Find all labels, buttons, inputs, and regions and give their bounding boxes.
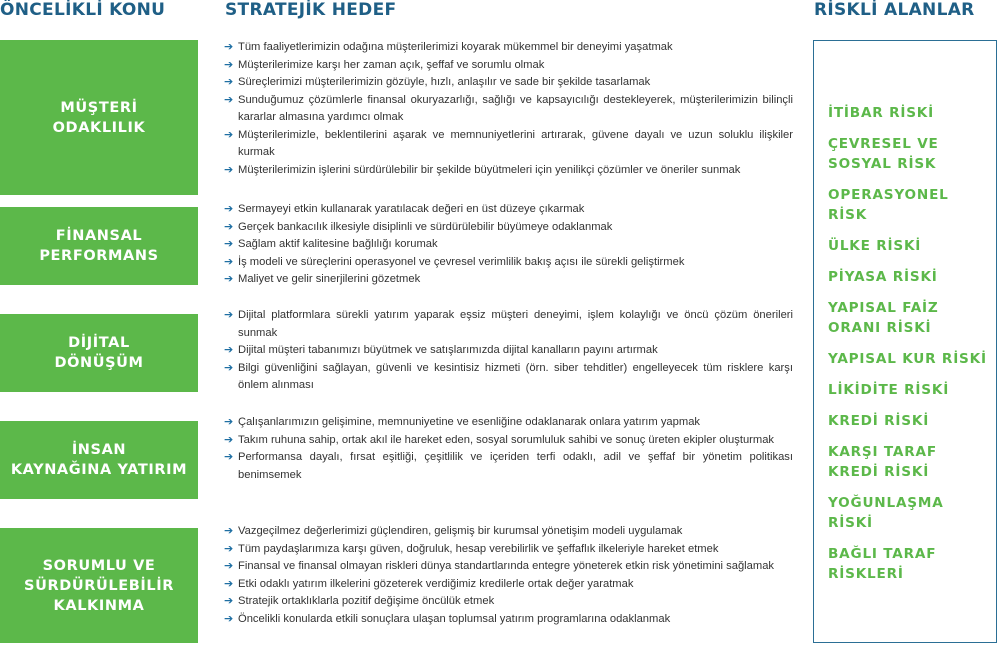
goal-item: ➔ Müşterilerimizin işlerini sürdürülebilir bir şekilde büyütmeleri için yenilikçi çözümler ve öneriler sunmak <box>224 162 793 180</box>
risk-item: YAPISAL KUR RİSKİ <box>828 351 987 367</box>
goal-item: ➔ Maliyet ve gelir sinerjilerini gözetmek <box>224 271 793 289</box>
goal-item: ➔ Sunduğumuz çözümlerle finansal okuryazarlığı, sağlığı ve kapsayıcılığı destekleyerek, müşterilerimizin bilinçli kararlar almasına yardımcı olmak <box>224 93 793 123</box>
risk-item: LİKİDİTE RİSKİ <box>828 382 950 398</box>
priority-box-customer-focus <box>0 40 198 195</box>
goal-item: ➔ Performansa dayalı, fırsat eşitliği, çeşitlilik ve içeriden terfi odaklı, adil ve şeffaf bir yönetim politikası benimsemek <box>224 451 793 481</box>
priority-box-financial-performance <box>0 207 198 285</box>
goal-item: ➔ Müşterilerimizle, beklentilerini aşarak ve memnuniyetlerini artırarak, güvene dayalı ve uzun soluklu ilişkiler kurmak <box>224 128 793 158</box>
arrow-icon: ➔ <box>224 76 234 88</box>
risk-item: PİYASA RİSKİ <box>828 269 938 285</box>
goal-item: ➔ Süreçlerimizi müşterilerimizin gözüyle, hızlı, anlaşılır ve sade bir şekilde tasarlamak <box>224 74 793 92</box>
goal-item: ➔ Dijital müşteri tabanımızı büyütmek ve satışlarımızda dijital kanalların payını artırmak <box>224 342 793 360</box>
priority-label: MÜŞTERİ ODAKLILIK <box>52 99 146 136</box>
arrow-icon: ➔ <box>224 203 234 215</box>
goal-item: ➔ Çalışanlarımızın gelişimine, memnuniyetine ve esenliğine odaklanarak onlara yatırım yapmak <box>224 414 793 432</box>
goal-item: ➔ Tüm paydaşlarımıza karşı güven, doğruluk, hesap verebilirlik ve şeffaflık ilkeleriyle hareket etmek <box>224 541 793 559</box>
arrow-icon: ➔ <box>224 273 234 285</box>
arrow-icon: ➔ <box>224 58 234 71</box>
risk-item: KREDİ RİSKİ <box>828 413 930 429</box>
arrow-icon: ➔ <box>224 542 234 555</box>
risk-item: YAPISAL FAİZ ORANI RİSKİ <box>828 300 939 336</box>
risk-item: ÇEVRESEL VE SOSYAL RİSK <box>828 136 939 172</box>
arrow-icon: ➔ <box>224 560 234 572</box>
risk-item: KARŞI TARAF KREDİ RİSKİ <box>828 444 937 480</box>
arrow-icon: ➔ <box>224 41 234 53</box>
goal-item: ➔ Sermayeyi etkin kullanarak yaratılacak değeri en üst düzeye çıkarmak <box>224 201 793 219</box>
priority-label: SORUMLU VE SÜRDÜRÜLEBİLİR KALKINMA <box>24 557 174 614</box>
arrow-icon: ➔ <box>224 595 234 607</box>
goal-list-human-capital <box>224 414 793 484</box>
priority-box-human-capital <box>0 421 198 499</box>
risk-item: ÜLKE RİSKİ <box>828 238 922 254</box>
risk-item: BAĞLI TARAF RİSKLERİ <box>828 546 937 582</box>
strategy-column-header: STRATEJİK HEDEF <box>225 0 397 20</box>
priority-column-header: ÖNCELİKLİ KONU <box>0 0 166 20</box>
goal-list-customer-focus <box>224 39 793 179</box>
arrow-icon: ➔ <box>224 344 234 356</box>
goal-list-digital-transformation <box>224 307 793 395</box>
priority-label: DİJİTAL DÖNÜŞÜM <box>54 335 144 371</box>
arrow-icon: ➔ <box>224 220 234 233</box>
priority-box-sustainable-development <box>0 528 198 643</box>
risk-column-header: RİSKLİ ALANLAR <box>814 0 975 20</box>
arrow-icon: ➔ <box>224 612 234 625</box>
goal-list-sustainable-development <box>224 523 793 628</box>
goal-item: ➔ Müşterilerimize karşı her zaman açık, şeffaf ve sorumlu olmak <box>224 57 793 75</box>
goal-item: ➔ Vazgeçilmez değerlerimizi güçlendiren, gelişmiş bir kurumsal yönetişim modeli uygulamak <box>224 523 793 541</box>
arrow-icon: ➔ <box>224 128 234 141</box>
arrow-icon: ➔ <box>224 93 234 106</box>
goal-item: ➔ Finansal ve finansal olmayan riskleri dünya standartlarında entegre yöneterek etkin risk yönetimini sağlamak <box>224 558 793 576</box>
goal-item: ➔ Stratejik ortaklıklarla pozitif değişime öncülük etmek <box>224 593 793 611</box>
arrow-icon: ➔ <box>224 238 234 250</box>
arrow-icon: ➔ <box>224 451 234 463</box>
goal-item: ➔ Takım ruhuna sahip, ortak akıl ile hareket eden, sosyal sorumluluk sahibi ve sonuç üreten ekipler oluşturmak <box>224 432 793 450</box>
arrow-icon: ➔ <box>224 309 234 321</box>
goal-item: ➔ İş modeli ve süreçlerini operasyonel ve çevresel verimlilik bakış açısı ile sürekli geliştirmek <box>224 254 793 272</box>
risk-item: OPERASYONEL RİSK <box>828 187 949 223</box>
arrow-icon: ➔ <box>224 433 234 446</box>
arrow-icon: ➔ <box>224 255 234 268</box>
risk-item: YOĞUNLAŞMA RİSKİ <box>828 495 944 531</box>
goal-item: ➔ Etki odaklı yatırım ilkelerini gözeterek verdiğimiz kredilerle ortak değer yaratmak <box>224 576 793 594</box>
risk-item: İTİBAR RİSKİ <box>828 105 934 121</box>
goal-item: ➔ Tüm faaliyetlerimizin odağına müşterilerimizi koyarak mükemmel bir deneyimi yaşatmak <box>224 39 793 57</box>
goal-item: ➔ Öncelikli konularda etkili sonuçlara ulaşan toplumsal yatırım programlarına odaklanmak <box>224 611 793 629</box>
arrow-icon: ➔ <box>224 416 234 428</box>
arrow-icon: ➔ <box>224 577 234 590</box>
goal-item: ➔ Gerçek bankacılık ilkesiyle disiplinli ve sürdürülebilir büyümeye odaklanmak <box>224 219 793 237</box>
priority-box-digital-transformation <box>0 314 198 392</box>
arrow-icon: ➔ <box>224 525 234 537</box>
arrow-icon: ➔ <box>224 163 234 176</box>
priority-label: FİNANSAL PERFORMANS <box>39 228 159 264</box>
goal-list-financial-performance <box>224 201 793 289</box>
goal-item: ➔ Sağlam aktif kalitesine bağlılığı korumak <box>224 236 793 254</box>
arrow-icon: ➔ <box>224 361 234 374</box>
risk-list <box>828 103 988 595</box>
goal-item: ➔ Bilgi güvenliğini sağlayan, güvenli ve kesintisiz hizmeti (örn. siber tehditler) engelleyecek tüm risklere karşı önlem alınması <box>224 361 793 391</box>
priority-label: İNSAN KAYNAĞINA YATIRIM <box>10 442 188 478</box>
goal-item: ➔ Dijital platformlara sürekli yatırım yaparak eşsiz müşteri deneyimi, işlem kolaylığı ve öncü çözüm önerileri sunmak <box>224 309 793 339</box>
